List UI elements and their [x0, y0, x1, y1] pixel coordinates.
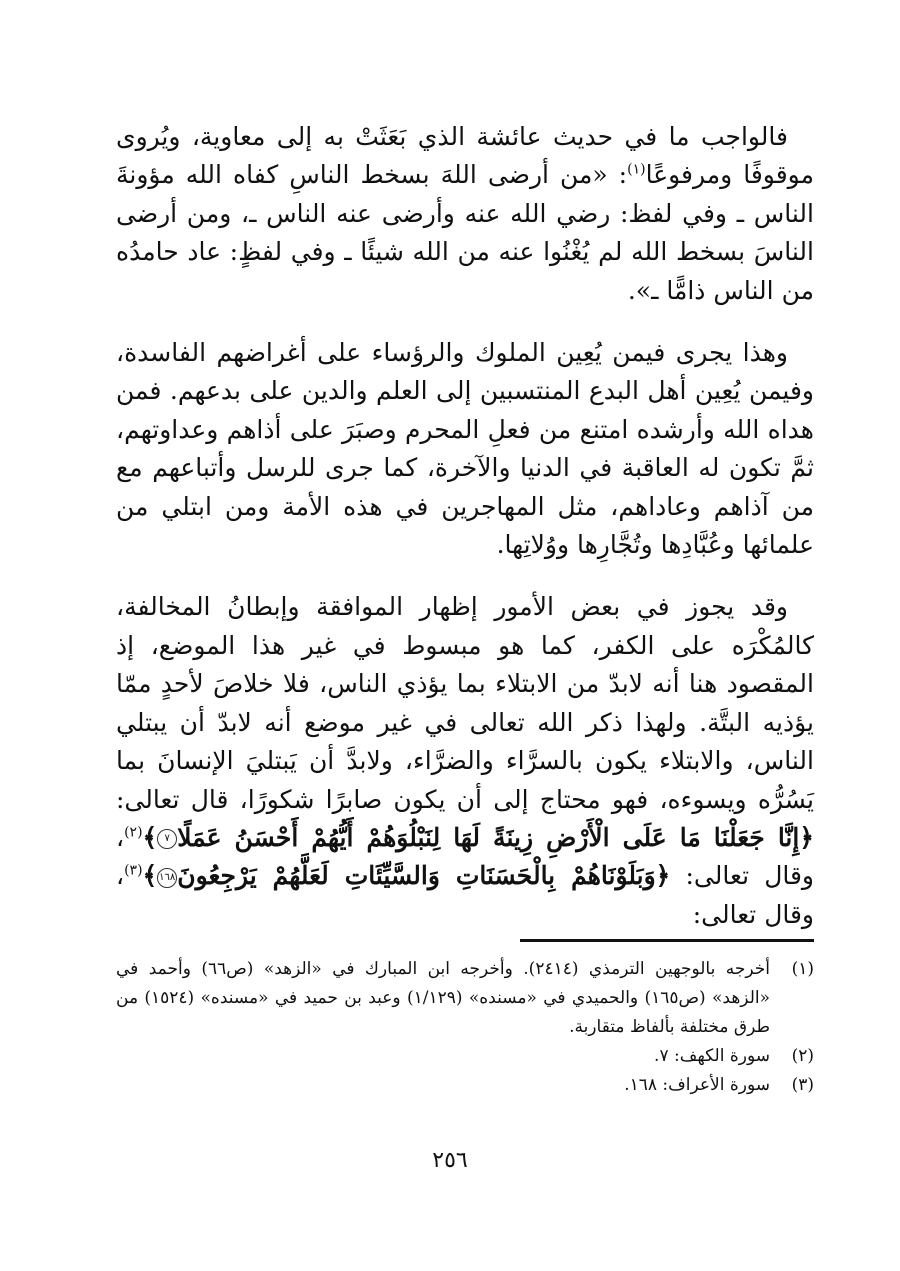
- paragraph-3: [116, 588, 814, 934]
- footnote-number: (٢): [791, 1046, 814, 1066]
- footnote-text: أخرجه بالوجهين الترمذي (٢٤١٤). وأخرجه ابن المبارك في «الزهد» (ص٦٦) وأحمد في «الزهد» (ص١٦٥) والحميدي في «مسنده» (١/١٢٩) وعبد بن حميد في «مسنده» (١٥٢٤) من طرق مختلفة بألفاظ متقاربة.: [116, 959, 770, 1037]
- footnote-ref: (٢): [124, 824, 143, 841]
- footnote-separator: [520, 939, 814, 942]
- body-text: ، وقال تعالى:: [116, 822, 814, 891]
- footnote-text: سورة الأعراف: ١٦٨.: [624, 1075, 770, 1095]
- footnote-ref: (٣): [124, 862, 143, 879]
- footnote-2: [116, 1042, 814, 1071]
- body-text: وهذا يجرى فيمن يُعِين الملوك والرؤساء على أغراضهم الفاسدة، وفيمن يُعِين أهل البدع المنتسبين إلى العلم والدين على بدعهم. فمن هداه الله وأرشده امتنع من فعلِ المحرم وصبَرَ على أذاهم وعداوتهم، ثمَّ تكون له العاقبة في الدنيا والآخرة، كما جرى للرسل وأتباعهم مع من آذاهم وعاداهم، مثل المهاجرين في هذه الأمة ومن ابتلي من علمائها وعُبَّادِها وتُجَّارِها ووُلاتِها.: [116, 338, 814, 560]
- footnote-ref: (١): [627, 162, 646, 179]
- footnote-1: [116, 955, 814, 1042]
- quran-verse: ﴾: [142, 861, 158, 891]
- paragraph-2: [116, 334, 814, 564]
- footnote-3: [116, 1071, 814, 1100]
- footnote-text: سورة الكهف: ٧.: [654, 1046, 770, 1066]
- footnote-number: (١): [791, 959, 814, 979]
- paragraph-1: [116, 118, 814, 310]
- quran-verse: ﴿وَبَلَوْنَاهُمْ بِالْحَسَنَاتِ وَالسَّيِّئَاتِ لَعَلَّهُمْ يَرْجِعُونَ: [177, 861, 671, 891]
- body-text: فالواجب ما في حديث عائشة الذي بَعَثَتْ به إلى معاوية، ويُروى موقوفًا ومرفوعًا: [116, 122, 814, 190]
- main-text: [116, 118, 814, 934]
- ayah-number-marker: ٧: [157, 829, 177, 849]
- quran-verse: ﴾: [142, 822, 158, 852]
- body-text: ، وقال تعالى:: [116, 861, 814, 929]
- footnotes: [116, 955, 814, 1100]
- body-text: وقد يجوز في بعض الأمور إظهار الموافقة وإبطانُ المخالفة، كالمُكْرَه على الكفر، كما هو مبسوط في غير هذا الموضع، إذ المقصود هنا أنه لابدّ من الابتلاء بما يؤذي الناس، فلا خلاصَ لأحدٍ ممّا يؤذيه البتَّة. ولهذا ذكر الله تعالى في غير موضع أنه لابدّ أن يبتلي الناس، والابتلاء يكون بالسرَّاء والضرَّاء، ولابدَّ أن يَبتليَ الإنسانَ بما يَسُرُّه ويسوءه، فهو محتاج إلى أن يكون صابرًا شكورًا، قال تعالى:: [116, 592, 814, 814]
- page-number: ٢٥٦: [432, 1148, 468, 1173]
- ayah-number-marker: ١٦٨: [157, 868, 177, 888]
- quran-verse: ﴿إِنَّا جَعَلْنَا مَا عَلَى الْأَرْضِ زِينَةً لَهَا لِنَبْلُوَهُمْ أَيُّهُمْ أَحْسَنُ عَمَلًا: [177, 822, 814, 852]
- body-text: : «من أرضى اللهَ بسخط الناسِ كفاه الله مؤونةَ الناس ـ وفي لفظ: رضي الله عنه وأرضى عنه الناس ـ، ومن أرضى الناسَ بسخط الله لم يُغْنُوا عنه من الله شيئًا ـ وفي لفظٍ: عاد حامدُه من الناس ذامًّا ـ».: [116, 160, 814, 305]
- footnote-number: (٣): [791, 1075, 814, 1095]
